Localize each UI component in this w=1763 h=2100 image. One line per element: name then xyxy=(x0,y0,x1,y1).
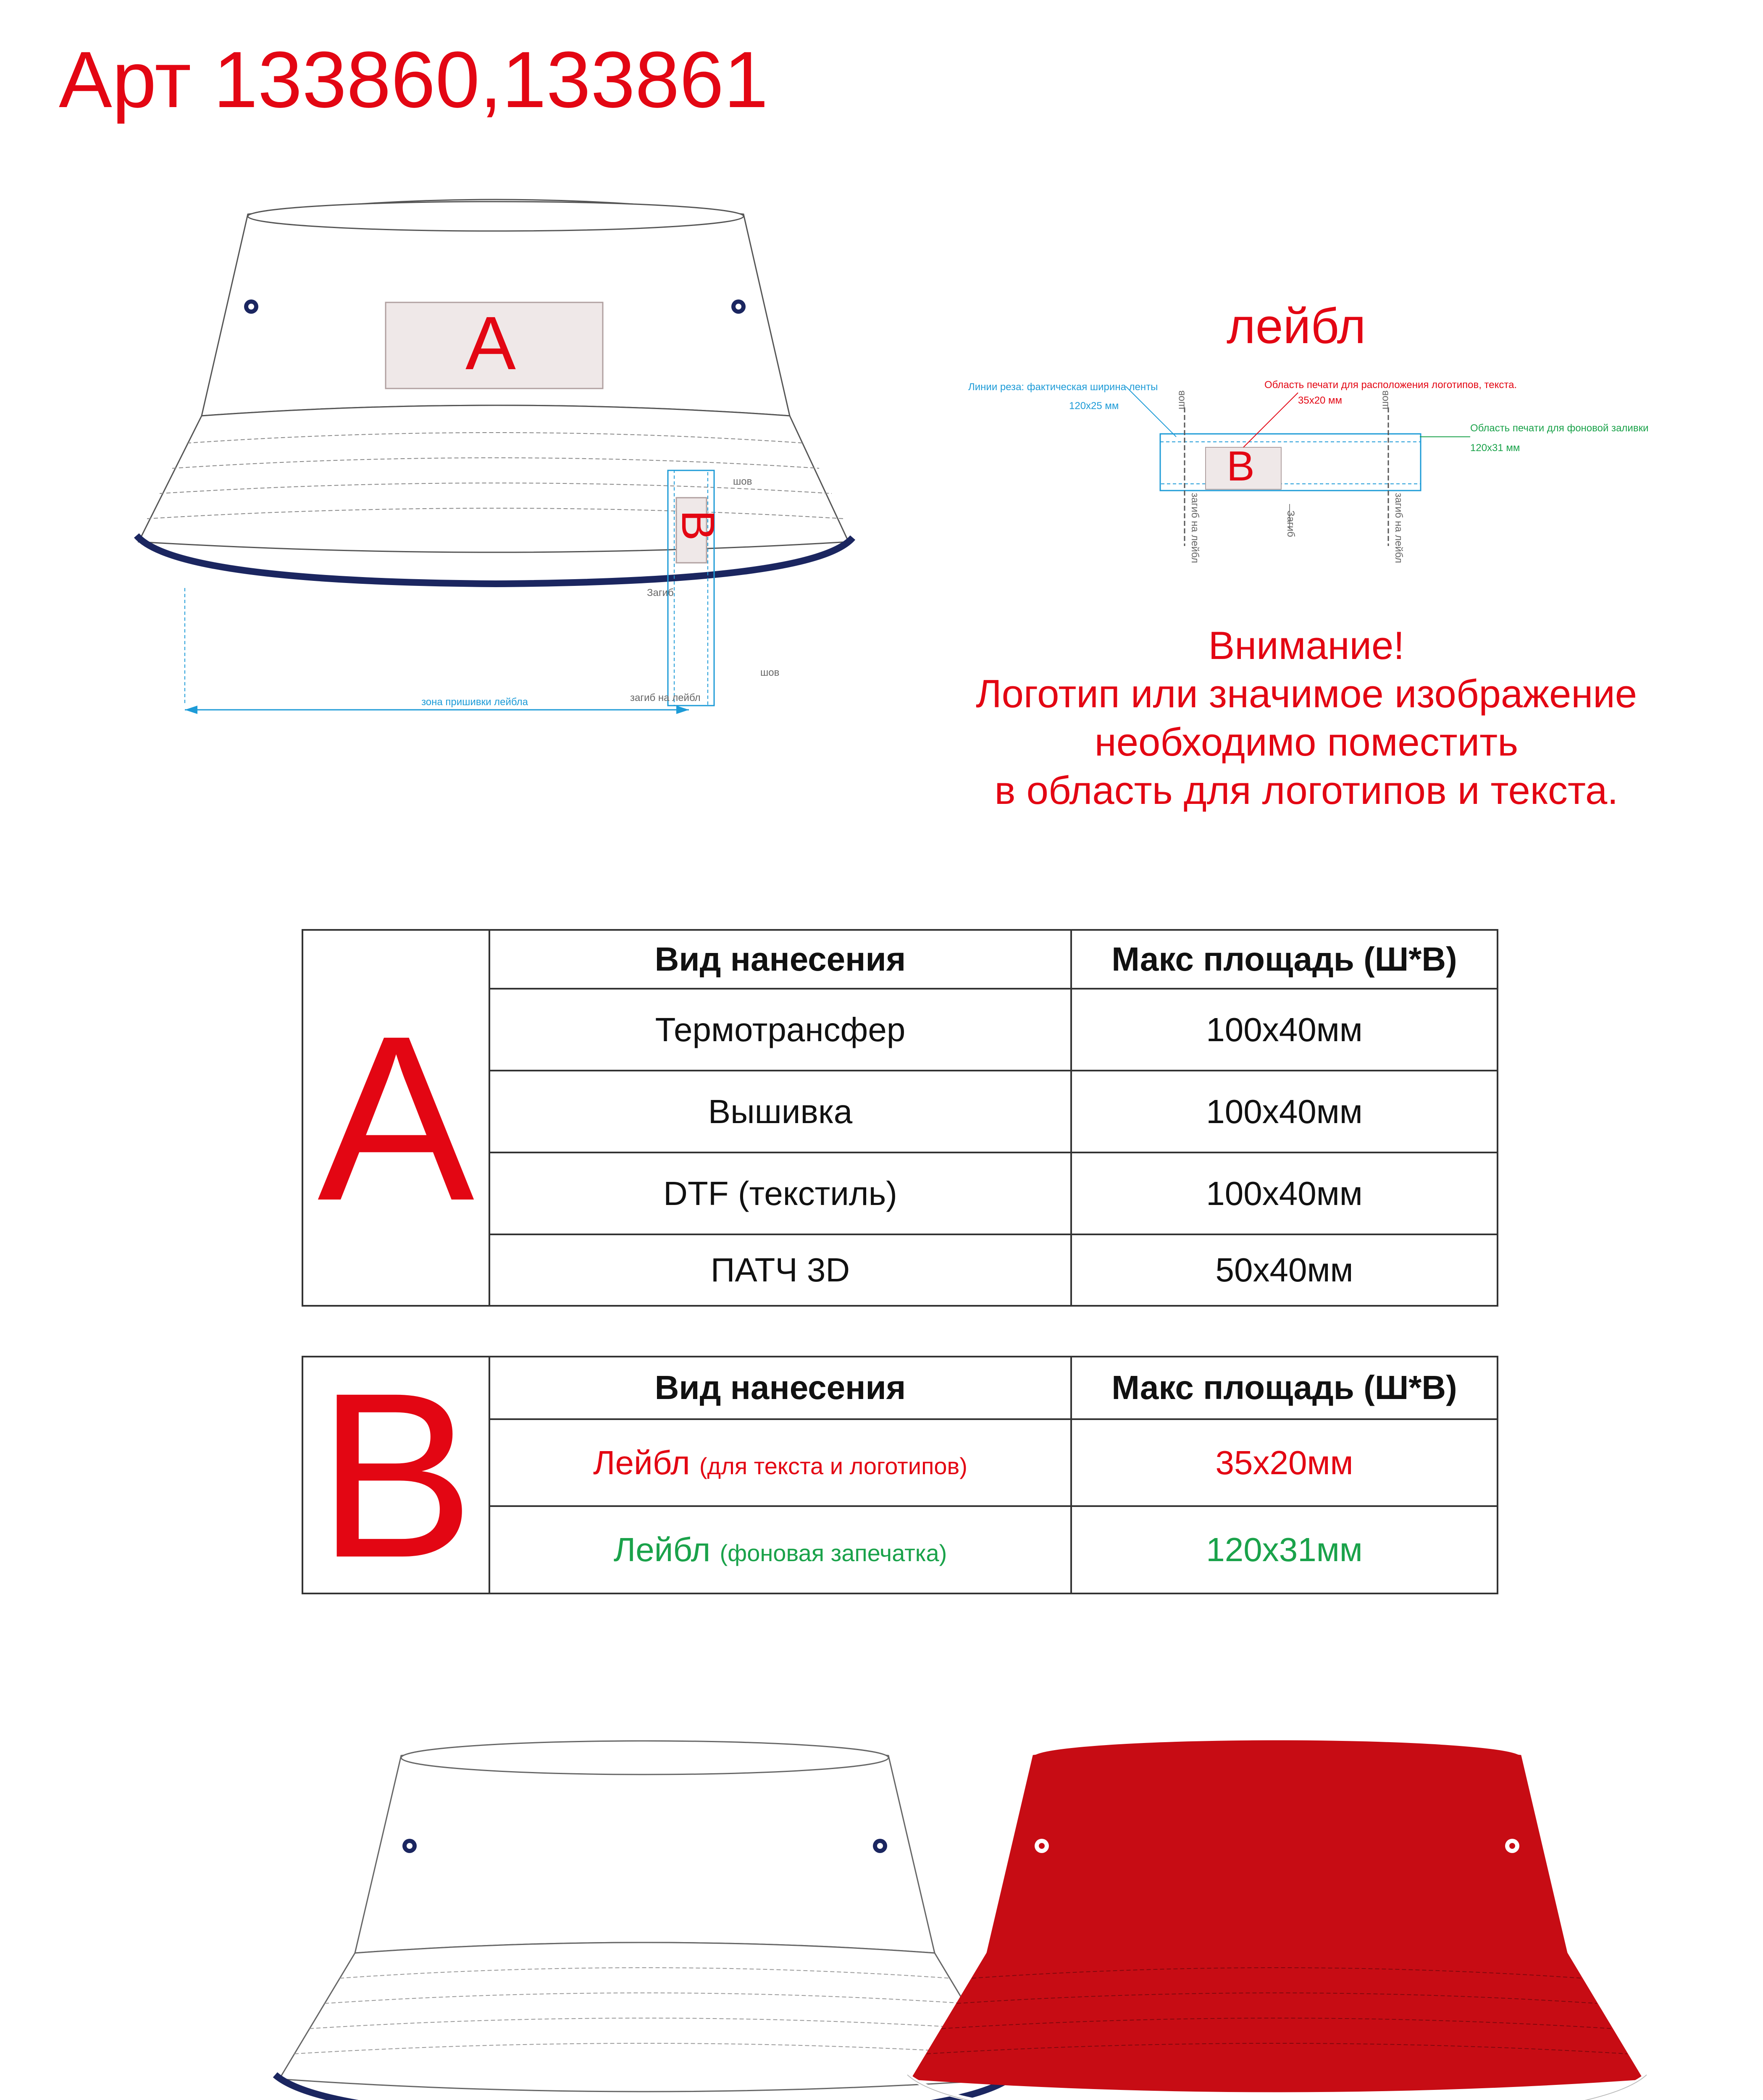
hat-variant-white xyxy=(275,1741,1014,2100)
method-cell: DTF (текстиль) xyxy=(489,1152,1071,1234)
warning-line-3: необходимо поместить xyxy=(1094,720,1519,764)
method-cell: ПАТЧ 3D xyxy=(489,1234,1071,1306)
table-a-header-method: Вид нанесения xyxy=(489,930,1071,989)
warning-line-4: в область для логотипов и текста. xyxy=(994,768,1618,812)
zone-b-letter: B xyxy=(672,510,724,541)
hat-variant-red xyxy=(907,1741,1647,2100)
label-seam-right: шов xyxy=(1379,390,1391,410)
size-cell: 100x40мм xyxy=(1071,1152,1498,1234)
cut-lines-caption: Линии реза: фактическая ширина ленты xyxy=(968,381,1158,393)
table-b-letter: B xyxy=(302,1357,489,1593)
bg-size-caption: 120x31 мм xyxy=(1470,442,1520,454)
page-title: Арт 133860,133861 xyxy=(59,35,768,124)
print-area-logo-caption: Область печати для расположения логотипов, текста. xyxy=(1264,379,1517,391)
fold-annotation: Загиб xyxy=(647,587,674,598)
size-cell: 100x40мм xyxy=(1071,989,1498,1071)
warning-line-2: Логотип или значимое изображение xyxy=(975,672,1637,716)
label-zone-letter: B xyxy=(1227,443,1255,490)
method-cell: Вышивка xyxy=(489,1071,1071,1152)
label-fold-right: загиб на лейбл xyxy=(1393,493,1404,563)
method-cell: Лейбл (для текста и логотипов) xyxy=(489,1419,1071,1507)
method-cell: Лейбл (фоновая запечатка) xyxy=(489,1506,1071,1593)
cut-size-caption: 120x25 мм xyxy=(1069,400,1119,412)
table-a-letter: A xyxy=(302,930,489,1306)
table-b-header-size: Макс площадь (Ш*В) xyxy=(1071,1357,1498,1419)
zone-a-letter: A xyxy=(465,301,516,386)
label-fold-left: загиб на лейбл xyxy=(1189,493,1201,563)
size-cell: 120x31мм xyxy=(1071,1506,1498,1593)
warning-line-1: Внимание! xyxy=(1208,623,1405,667)
table-b-header-method: Вид нанесения xyxy=(489,1357,1071,1419)
print-area-bg-caption: Область печати для фоновой заливки xyxy=(1470,423,1649,434)
seam-annotation-2: шов xyxy=(760,667,780,678)
size-cell: 50x40мм xyxy=(1071,1234,1498,1306)
sewing-zone-annotation: зона пришивки лейбла xyxy=(421,696,528,708)
method-cell: Термотрансфер xyxy=(489,989,1071,1071)
size-cell: 100x40мм xyxy=(1071,1071,1498,1152)
label-seam-left: шов xyxy=(1175,390,1187,410)
fold-on-label-annotation: загиб на лейбл xyxy=(630,692,701,704)
size-cell: 35x20мм xyxy=(1071,1419,1498,1507)
table-a-header-size: Макс площадь (Ш*В) xyxy=(1071,930,1498,989)
logo-size-caption: 35x20 мм xyxy=(1298,395,1343,406)
label-title: лейбл xyxy=(1227,299,1366,354)
label-fold-mid: Загиб xyxy=(1285,510,1296,537)
seam-annotation-1: шов xyxy=(733,476,752,487)
